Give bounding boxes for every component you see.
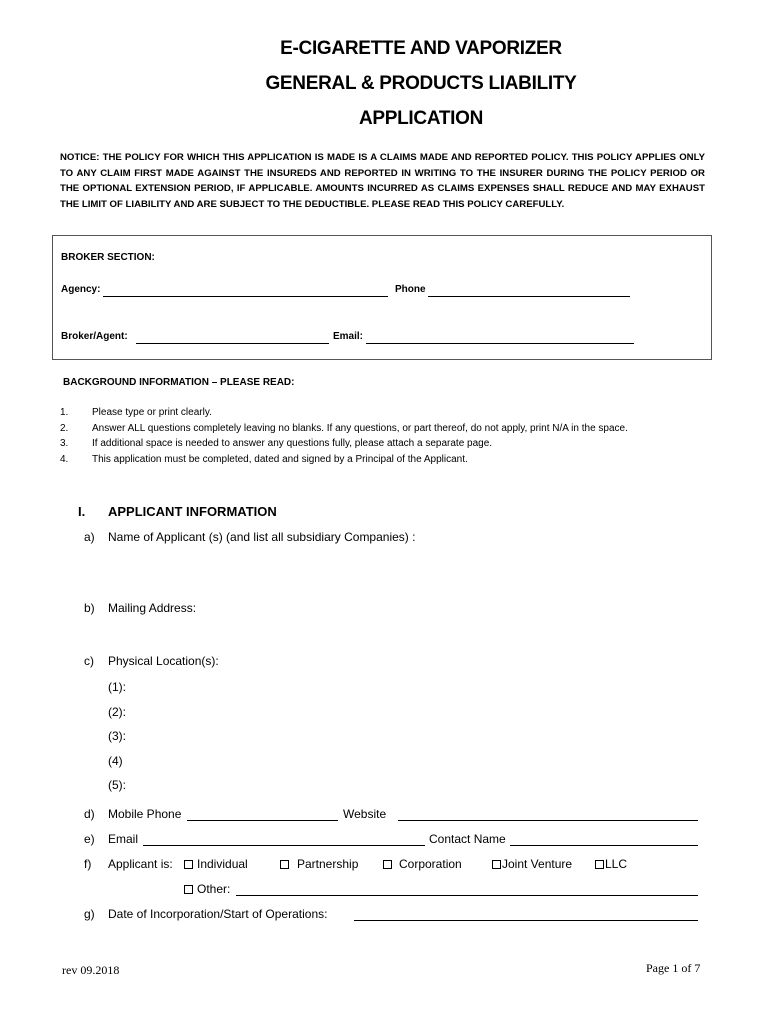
- list-item-number: 3.: [60, 438, 69, 449]
- agency-field[interactable]: [103, 296, 388, 297]
- corporation-label: Corporation: [399, 857, 462, 871]
- list-item: [60, 452, 710, 468]
- website-label: Website: [343, 807, 387, 821]
- question-letter-b: b): [84, 601, 95, 615]
- agency-label: Agency:: [61, 284, 101, 295]
- applicant-name-label: Name of Applicant (s) (and list all subsidiary Companies) :: [108, 530, 416, 544]
- location-5-label: (5):: [108, 778, 126, 792]
- broker-section-heading: BROKER SECTION:: [61, 252, 155, 263]
- email-label: Email: [108, 832, 139, 846]
- location-4-label: (4): [108, 754, 123, 768]
- mailing-address-label: Mailing Address:: [108, 601, 197, 615]
- physical-locations-label: Physical Location(s):: [108, 654, 219, 668]
- option-partnership[interactable]: [280, 857, 358, 871]
- title-line-2: GENERAL & PRODUCTS LIABILITY: [265, 73, 577, 94]
- option-joint-venture[interactable]: [492, 857, 572, 871]
- option-corporation[interactable]: [383, 857, 462, 871]
- list-item-text: If additional space is needed to answer any questions fully, please attach a separate page.: [92, 438, 493, 449]
- broker-section: [52, 235, 712, 360]
- claims-made-notice: NOTICE: THE POLICY FOR WHICH THIS APPLICATION IS MADE IS A CLAIMS MADE AND REPORTED POLICY. THIS POLICY APPLIES ONLY TO ANY CLAIM FIRST MADE AGAINST THE INSUREDS AND REPORTED IN WRITING TO THE INSURER DURING THE POLICY PERIOD OR THE OPTIONAL EXTENSION PERIOD, IF APPLICABLE. AMOUNTS INCURRED AS CLAIMS EXPENSES SHALL REDUCE AND MAY EXHAUST THE LIMIT OF LIABILITY AND ARE SUBJECT TO THE DEDUCTIBLE. PLEASE READ THIS POLICY CAREFULLY.: [60, 152, 705, 211]
- llc-checkbox[interactable]: [595, 860, 604, 869]
- mobile-phone-label: Mobile Phone: [108, 807, 182, 821]
- title-line-1: E-CIGARETTE AND VAPORIZER: [280, 38, 562, 59]
- location-3-label: (3):: [108, 729, 126, 743]
- location-2-label: (2):: [108, 705, 126, 719]
- partnership-label: Partnership: [297, 857, 359, 871]
- list-item: [60, 421, 710, 437]
- section-title: APPLICANT INFORMATION: [108, 504, 277, 519]
- mobile-phone-field[interactable]: [187, 820, 338, 821]
- partnership-checkbox[interactable]: [280, 860, 289, 869]
- list-item-text: Please type or print clearly.: [92, 407, 212, 418]
- corporation-checkbox[interactable]: [383, 860, 392, 869]
- broker-phone-field[interactable]: [428, 296, 630, 297]
- question-letter-e: e): [84, 832, 95, 846]
- joint-venture-label: Joint Venture: [502, 857, 573, 871]
- incorporation-date-label: Date of Incorporation/Start of Operations:: [108, 907, 328, 921]
- list-item: [60, 405, 710, 421]
- email-field[interactable]: [143, 845, 425, 846]
- option-llc[interactable]: [595, 857, 627, 871]
- page-number: Page 1 of 7: [646, 961, 701, 975]
- other-label: Other:: [197, 882, 231, 896]
- list-item: [60, 436, 710, 452]
- joint-venture-checkbox[interactable]: [492, 860, 501, 869]
- question-letter-d: d): [84, 807, 95, 821]
- list-item-text: This application must be completed, dated and signed by a Principal of the Applicant.: [92, 453, 468, 465]
- question-letter-c: c): [84, 654, 94, 668]
- phone-label: Phone: [395, 284, 426, 295]
- list-item-number: 1.: [60, 407, 69, 418]
- contact-name-label: Contact Name: [429, 832, 506, 846]
- question-letter-a: a): [84, 530, 95, 544]
- other-field[interactable]: [236, 895, 698, 896]
- location-1-label: (1):: [108, 680, 126, 694]
- contact-name-field[interactable]: [510, 845, 698, 846]
- option-individual[interactable]: [184, 857, 248, 871]
- list-item-text: Answer ALL questions completely leaving no blanks. If any questions, or part thereof, do not apply, print N/A in the space.: [92, 422, 628, 434]
- title-line-3: APPLICATION: [358, 108, 484, 129]
- background-heading: BACKGROUND INFORMATION – PLEASE READ:: [63, 377, 295, 388]
- list-item-number: 4.: [60, 453, 69, 465]
- section-number: I.: [78, 504, 86, 519]
- question-letter-f: f): [84, 857, 92, 871]
- broker-agent-label: Broker/Agent:: [61, 331, 128, 342]
- applicant-type-label: Applicant is:: [108, 857, 173, 871]
- background-list: [60, 405, 710, 467]
- other-checkbox[interactable]: [184, 885, 193, 894]
- broker-email-label: Email:: [333, 331, 364, 342]
- llc-label: LLC: [605, 857, 628, 871]
- question-letter-g: g): [84, 907, 95, 921]
- individual-checkbox[interactable]: [184, 860, 193, 869]
- broker-email-field[interactable]: [366, 343, 634, 344]
- individual-label: Individual: [197, 857, 248, 871]
- option-other[interactable]: [184, 882, 230, 896]
- list-item-number: 2.: [60, 422, 69, 434]
- broker-agent-field[interactable]: [136, 343, 329, 344]
- incorporation-date-field[interactable]: [354, 920, 698, 921]
- revision-label: rev 09.2018: [62, 963, 120, 977]
- website-field[interactable]: [398, 820, 698, 821]
